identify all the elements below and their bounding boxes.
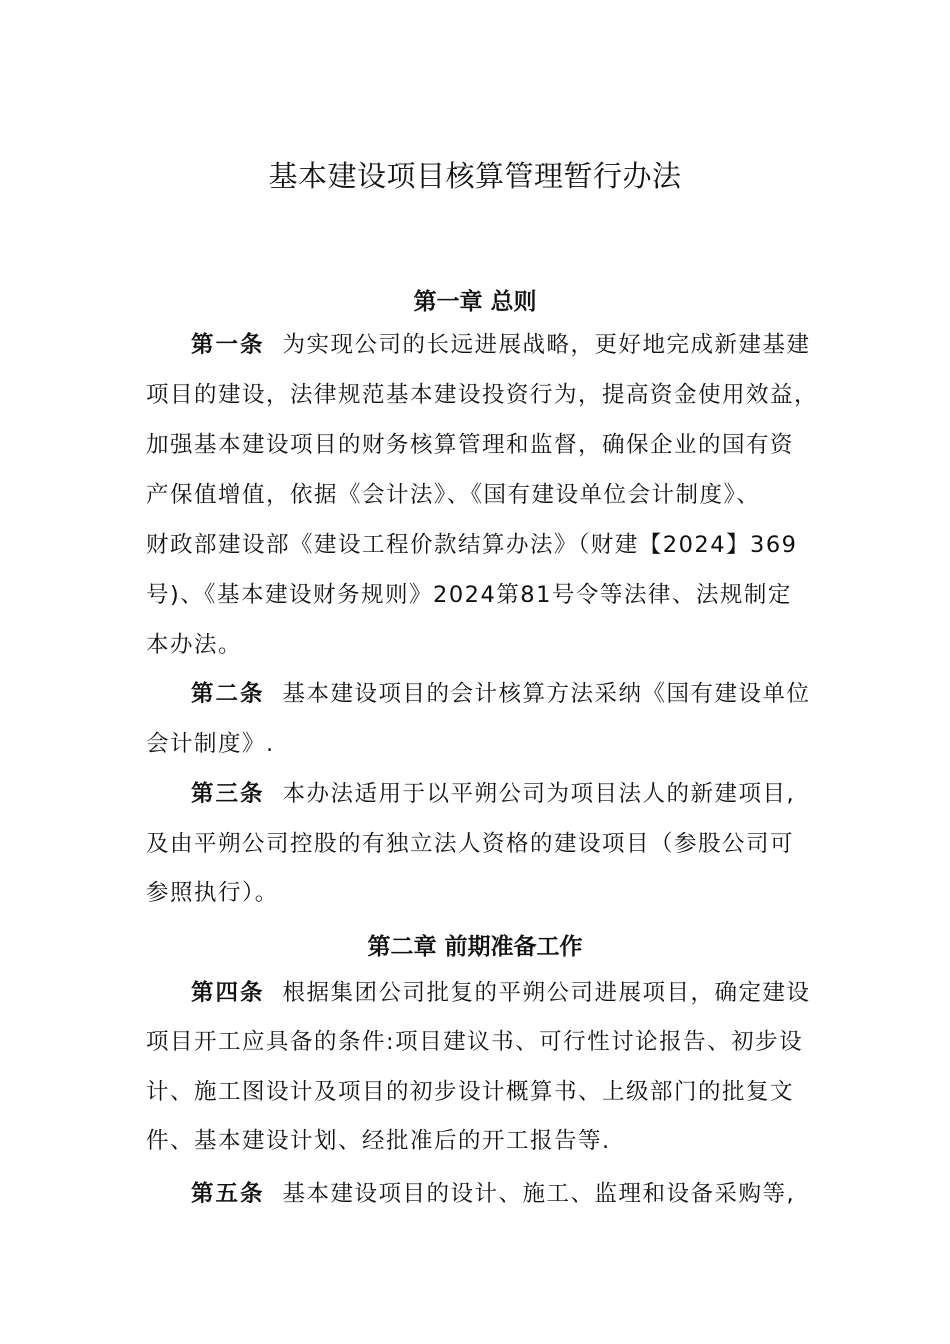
article-text-line: 件、基本建设计划、经批准后的开工报告等. bbox=[146, 1128, 611, 1154]
article-text-line: 加强基本建设项目的财务核算管理和监督，确保企业的国有资 bbox=[146, 432, 795, 458]
article-text-line: 会计制度》. bbox=[146, 731, 275, 757]
article-text-line: 参照执行）。 bbox=[146, 880, 279, 906]
article-text-line: 财政部建设部《建设工程价款结算办法》（财建【2024】369 bbox=[146, 532, 798, 558]
chapter-heading-1: 第一章 总则 bbox=[413, 289, 537, 315]
article-text-line: 及由平朔公司控股的有独立法人资格的建设项目（参股公司可 bbox=[146, 831, 795, 857]
document-title: 基本建设项目核算管理暂行办法 bbox=[268, 159, 682, 193]
article-4-first-line bbox=[191, 973, 871, 1013]
article-text-line: 项目开工应具备的条件:项目建议书、可行性讨论报告、初步设 bbox=[146, 1029, 804, 1055]
article-2-first-line bbox=[191, 674, 871, 714]
article-3-first-line bbox=[191, 774, 871, 814]
article-text-line: 本办法。 bbox=[146, 632, 243, 658]
article-text-line: 号)、《基本建设财务规则》2024第81号令等法律、法规制定 bbox=[146, 582, 792, 608]
article-text-line: 基本建设项目的会计核算方法采纳《国有建设单位 bbox=[282, 681, 811, 707]
article-label: 第五条 bbox=[191, 1181, 265, 1207]
chapter-heading-2: 第二章 前期准备工作 bbox=[367, 934, 583, 960]
article-text-line: 为实现公司的长远进展战略，更好地完成新建基建 bbox=[282, 332, 811, 358]
article-1-first-line bbox=[191, 325, 871, 365]
article-text-line: 产保值增值，依据《会计法》、《国有建设单位会计制度》、 bbox=[146, 482, 761, 508]
article-label: 第四条 bbox=[191, 980, 265, 1006]
article-text-line: 根据集团公司批复的平朔公司进展项目，确定建设 bbox=[282, 980, 811, 1006]
article-text-line: 基本建设项目的设计、施工、监理和设备采购等, bbox=[282, 1181, 796, 1207]
article-text-line: 计、施工图设计及项目的初步设计概算书、上级部门的批复文 bbox=[146, 1079, 795, 1105]
article-5-first-line bbox=[191, 1174, 871, 1214]
article-label: 第一条 bbox=[191, 332, 265, 358]
article-text-line: 项目的建设，法律规范基本建设投资行为，提高资金使用效益， bbox=[146, 382, 819, 408]
article-text-line: 本办法适用于以平朔公司为项目法人的新建项目, bbox=[282, 781, 796, 807]
article-label: 第二条 bbox=[191, 681, 265, 707]
article-label: 第三条 bbox=[191, 781, 265, 807]
